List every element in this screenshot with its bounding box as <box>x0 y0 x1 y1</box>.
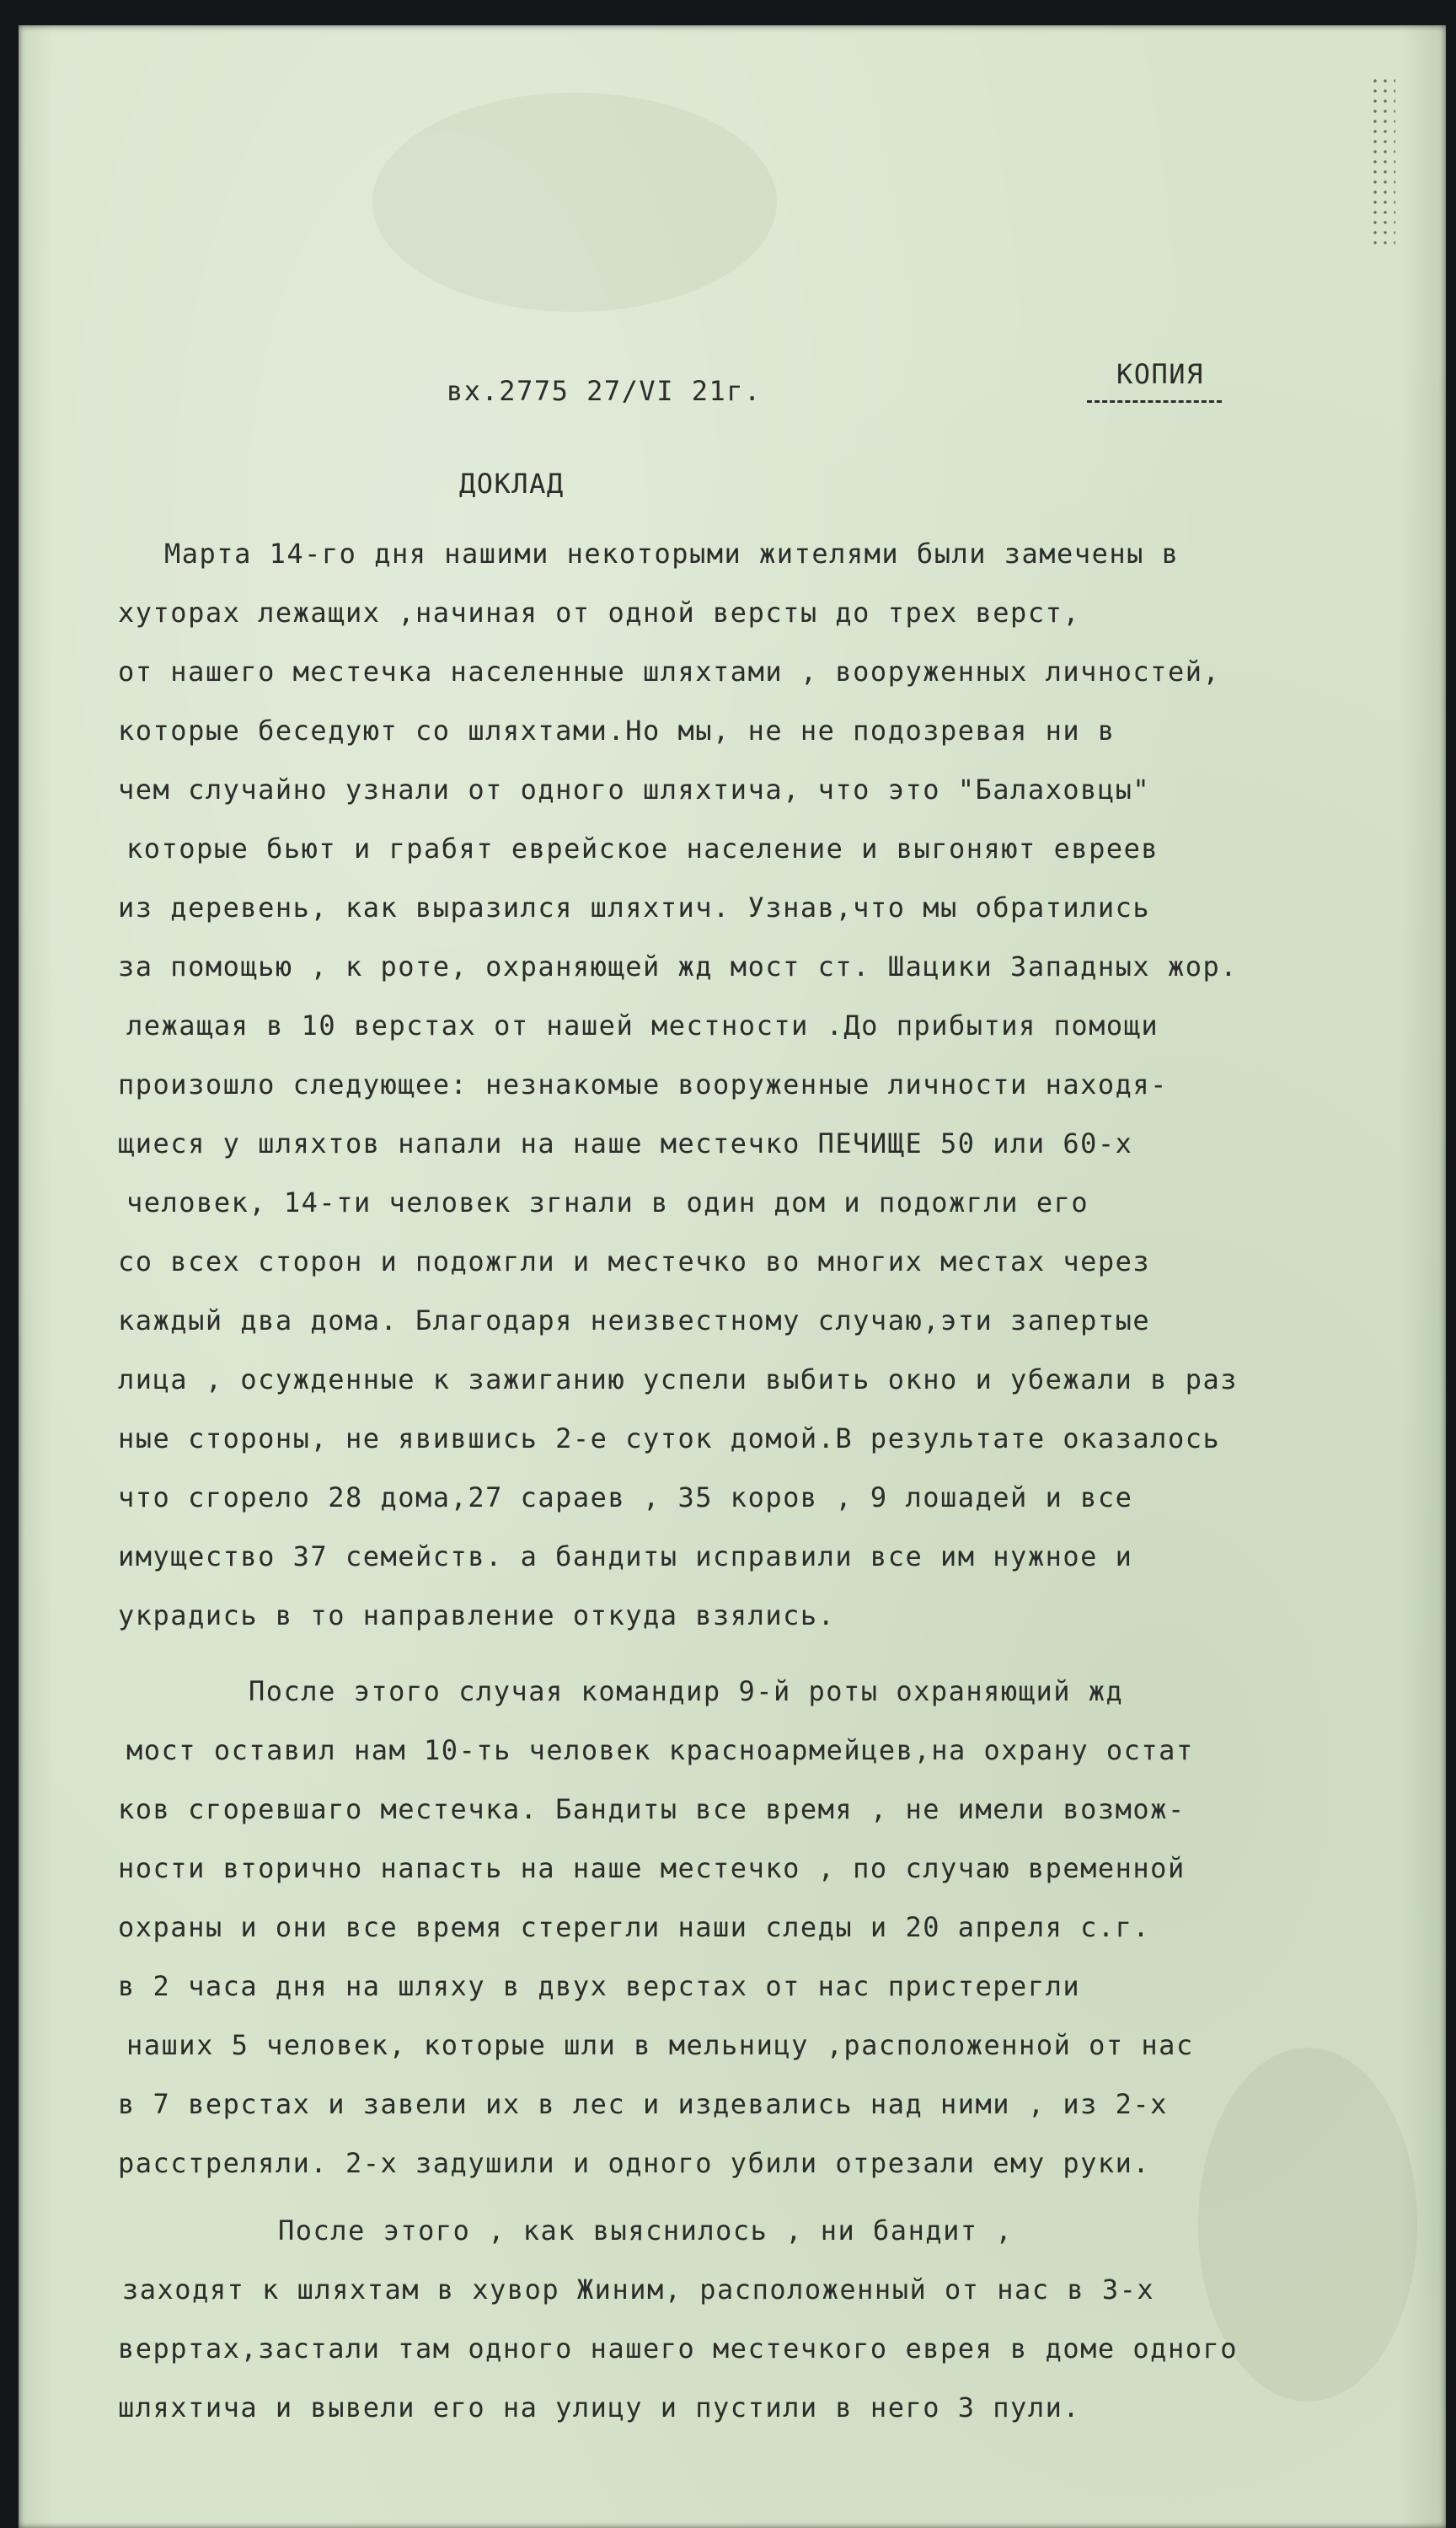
text-line: охраны и они все время стерегли наши следы и 20 апреля с.г. <box>118 1911 1151 1943</box>
text-line: щиеся у шляхтов напали на наше местечко ПЕЧИЩЕ 50 или 60-х <box>118 1127 1133 1160</box>
text-line: в 2 часа дня на шляху в двух верстах от нас пристерегли <box>118 1970 1081 2002</box>
text-line: от нашего местечка населенные шляхтами , вооруженных личностей, <box>118 656 1221 688</box>
text-line: лежащая в 10 верстах от нашей местности .До прибытия помощи <box>126 1010 1159 1042</box>
copy-underline <box>1087 400 1222 403</box>
paper-stain <box>372 93 777 312</box>
text-line: хуторах лежащих ,начиная от одной версты до трех верст, <box>118 597 1081 629</box>
text-line: которые бьют и грабят еврейское население и выгоняют евреев <box>126 833 1159 865</box>
text-line: имущество 37 семейств. а бандиты исправили все им нужное и <box>118 1540 1133 1572</box>
text-line: которые беседуют со шляхтами.Но мы, не не подозревая ни в <box>118 715 1116 747</box>
text-line: произошло следующее: незнакомые вооруженные личности находя- <box>118 1069 1168 1101</box>
text-line: в 7 верстах и завели их в лес и издевались над ними , из 2-х <box>118 2088 1168 2120</box>
text-line: за помощью , к роте, охраняющей жд мост ст. Шацики Западных жор. <box>118 951 1238 983</box>
text-line: ности вторично напасть на наше местечко , по случаю временной <box>118 1852 1186 1884</box>
text-line: из деревень, как выразился шляхтич. Узнав,что мы обратились <box>118 892 1151 924</box>
text-line: После этого , как выяснилось , ни бандит , <box>278 2215 1014 2247</box>
registration-number: вх.2775 27/VI 21г. <box>447 375 762 407</box>
text-line: чем случайно узнали от одного шляхтича, что это "Балаховцы" <box>118 774 1151 806</box>
text-line: украдись в то направление откуда взялись. <box>118 1599 836 1631</box>
text-line: расстреляли. 2-х задушили и одного убили отрезали ему руки. <box>118 2147 1151 2179</box>
text-line: человек, 14-ти человек згнали в один дом и подожгли его <box>126 1186 1089 1218</box>
text-line: мост оставил нам 10-ть человек красноармейцев,на охрану остат <box>126 1734 1194 1766</box>
text-line: ков сгоревшаго местечка. Бандиты все время , не имели возмож- <box>118 1793 1186 1825</box>
text-line: со всех сторон и подожгли и местечко во многих местах через <box>118 1245 1151 1277</box>
copy-stamp: КОПИЯ <box>1116 358 1204 390</box>
text-line: лица , осужденные к зажиганию успели выбить окно и убежали в раз <box>118 1363 1238 1395</box>
text-line: что сгорело 28 дома,27 сараев , 35 коров , 9 лошадей и все <box>118 1481 1133 1513</box>
hole-punch-marks <box>1370 76 1395 244</box>
text-line: наших 5 человек, которые шли в мельницу ,расположенной от нас <box>126 2029 1194 2061</box>
text-line: После этого случая командир 9-й роты охраняющий жд <box>249 1675 1124 1707</box>
text-line: ные стороны, не явившись 2-е суток домой.В результате оказалось <box>118 1422 1221 1454</box>
text-line: заходят к шляхтам в хувор Жиним, расположенный от нас в 3-х <box>122 2274 1155 2306</box>
document-title: ДОКЛАД <box>459 468 565 500</box>
text-line: шляхтича и вывели его на улицу и пустили в него 3 пули. <box>118 2391 1081 2424</box>
text-line: Марта 14-го дня нашими некоторыми жителями были замечены в <box>164 538 1180 570</box>
text-line: верртах,застали там одного нашего местечкого еврея в доме одного <box>118 2333 1238 2365</box>
text-line: каждый два дома. Благодаря неизвестному случаю,эти запертые <box>118 1304 1151 1336</box>
